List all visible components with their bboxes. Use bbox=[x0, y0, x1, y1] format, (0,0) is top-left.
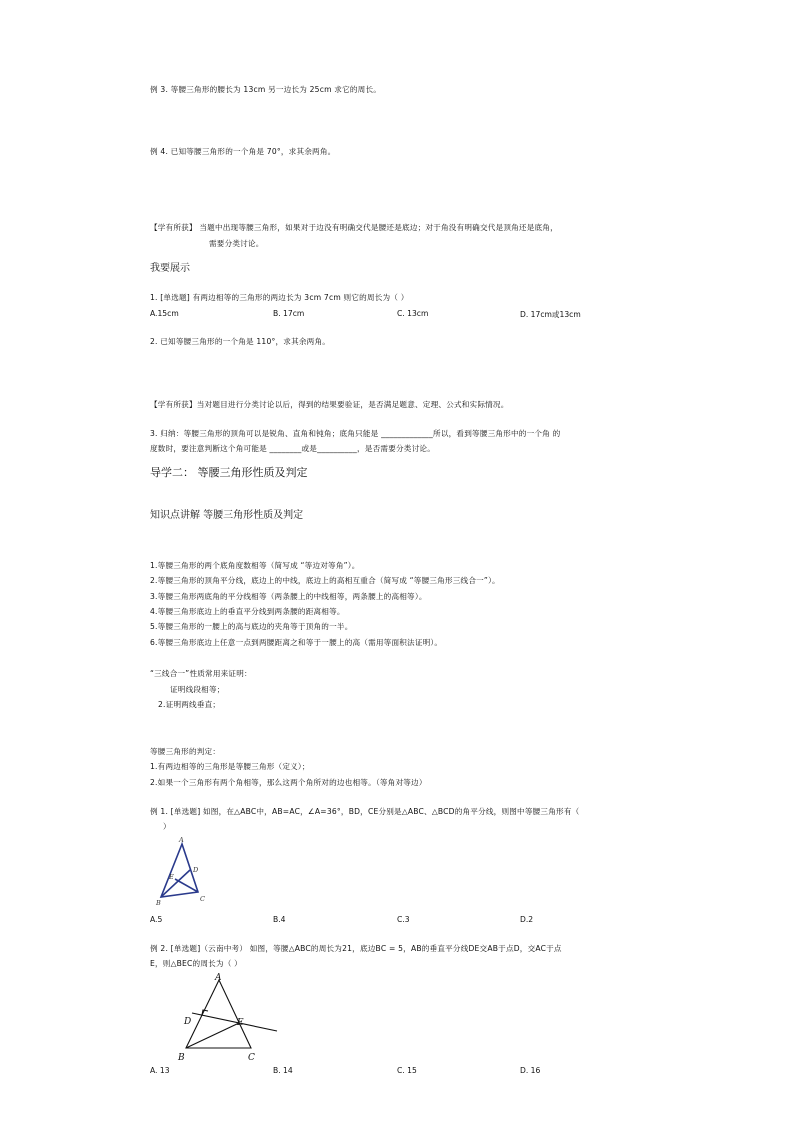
property-4: 4.等腰三角形底边上的垂直平分线到两条腰的距离相等。 bbox=[150, 607, 345, 616]
example-2-line2: E，则△BEC的周长为（ ） bbox=[150, 959, 242, 968]
ex2-option-b[interactable]: B. 14 bbox=[273, 1066, 293, 1075]
label-e: E bbox=[237, 1018, 244, 1028]
learning-gain-1-line2: 需要分类讨论。 bbox=[209, 239, 264, 248]
sanxian-title: “三线合一”性质常用来证明： bbox=[150, 669, 252, 678]
judge-item-1: 1.有两边相等的三角形是等腰三角形（定义）； bbox=[150, 762, 310, 771]
question-3-line2: 度数时，要注意判断这个角可能是 ________或是__________，是否需要分类讨论。 bbox=[150, 444, 435, 453]
example-2-line1: 例 2. [单选题]（云南中考） 如图，等腰△ABC的周长为21，底边BC = 5，AB的垂直平分线DE交AB于点D，交AC于点 bbox=[150, 944, 562, 953]
label-d: D bbox=[193, 866, 199, 874]
sanxian-item-2: 2.证明两线垂直； bbox=[158, 700, 221, 709]
label-b: B bbox=[178, 1053, 185, 1063]
example-1-line2: ） bbox=[163, 822, 171, 831]
property-3: 3.等腰三角形两底角的平分线相等（两条腰上的中线相等，两条腰上的高相等）。 bbox=[150, 592, 427, 601]
q1-option-c[interactable]: C. 13cm bbox=[397, 309, 429, 318]
segment-be bbox=[186, 1023, 239, 1048]
learning-gain-2: 【学有所获】当对题目进行分类讨论以后，得到的结果要验证，是否满足题意、定理、公式和实际情况。 bbox=[150, 400, 509, 409]
example-1-figure bbox=[150, 835, 220, 910]
label-c: C bbox=[200, 895, 205, 903]
example-1-line1: 例 1. [单选题] 如图，在△ABC中，AB=AC，∠A=36°，BD，CE分别是△ABC、△BCD的角平分线，则图中等腰三角形有（ bbox=[150, 807, 580, 816]
example-2-figure bbox=[175, 970, 285, 1065]
ex2-option-a[interactable]: A. 13 bbox=[150, 1066, 170, 1075]
judge-title: 等腰三角形的判定： bbox=[150, 747, 221, 756]
knowledge-title: 知识点讲解 等腰三角形性质及判定 bbox=[150, 510, 304, 521]
q1-option-a[interactable]: A.15cm bbox=[150, 309, 179, 318]
ex1-option-b[interactable]: B.4 bbox=[273, 915, 286, 924]
property-2: 2.等腰三角形的顶角平分线，底边上的中线，底边上的高相互重合（简写成 “等腰三角形三线合一”）。 bbox=[150, 576, 500, 585]
label-a: A bbox=[215, 973, 222, 983]
ex1-option-d[interactable]: D.2 bbox=[520, 915, 534, 924]
label-d: D bbox=[184, 1017, 192, 1027]
label-b: B bbox=[156, 899, 161, 907]
show-title: 我要展示 bbox=[150, 263, 190, 274]
ex1-option-a[interactable]: A.5 bbox=[150, 915, 163, 924]
learning-gain-1-line1: 【学有所获】 当题中出现等腰三角形，如果对于边没有明确交代是腰还是底边；对于角没有明确交代是顶角还是底角， bbox=[150, 223, 558, 232]
question-2: 2. 已知等腰三角形的一个角是 110°，求其余两角。 bbox=[150, 337, 331, 346]
q1-option-d[interactable]: D. 17cm或13cm bbox=[520, 310, 581, 319]
sanxian-item-1: 证明线段相等； bbox=[170, 685, 225, 694]
label-a: A bbox=[179, 836, 184, 844]
question-1-stem: 1. [单选题] 有两边相等的三角形的两边长为 3cm 7cm 则它的周长为（ ） bbox=[150, 293, 409, 302]
ex1-option-c[interactable]: C.3 bbox=[397, 915, 410, 924]
perpendicular-bisector-de bbox=[192, 1013, 277, 1031]
ex2-option-c[interactable]: C. 15 bbox=[397, 1066, 417, 1075]
ex2-option-d[interactable]: D. 16 bbox=[520, 1066, 541, 1075]
judge-item-2: 2.如果一个三角形有两个角相等，那么这两个角所对的边也相等。（等角对等边） bbox=[150, 778, 427, 787]
example-3: 例 3. 等腰三角形的腰长为 13cm 另一边长为 25cm 求它的周长。 bbox=[150, 85, 382, 94]
property-5: 5.等腰三角形的一腰上的高与底边的夹角等于顶角的一半。 bbox=[150, 622, 353, 631]
label-c: C bbox=[248, 1053, 255, 1063]
q1-option-b[interactable]: B. 17cm bbox=[273, 309, 305, 318]
example-4: 例 4. 已知等腰三角形的一个角是 70°，求其余两角。 bbox=[150, 147, 336, 156]
label-e: E bbox=[169, 873, 174, 881]
property-6: 6.等腰三角形底边上任意一点到两腰距离之和等于一腰上的高（需用等面积法证明）。 bbox=[150, 638, 443, 647]
question-3-line1: 3. 归纳：等腰三角形的顶角可以是锐角、直角和钝角；底角只能是 _____________所以，看到等腰三角形中的一个角 的 bbox=[150, 429, 561, 438]
section-2-title: 导学二： 等腰三角形性质及判定 bbox=[150, 466, 308, 479]
property-1: 1.等腰三角形的两个底角度数相等（简写成 “等边对等角”）。 bbox=[150, 561, 360, 570]
